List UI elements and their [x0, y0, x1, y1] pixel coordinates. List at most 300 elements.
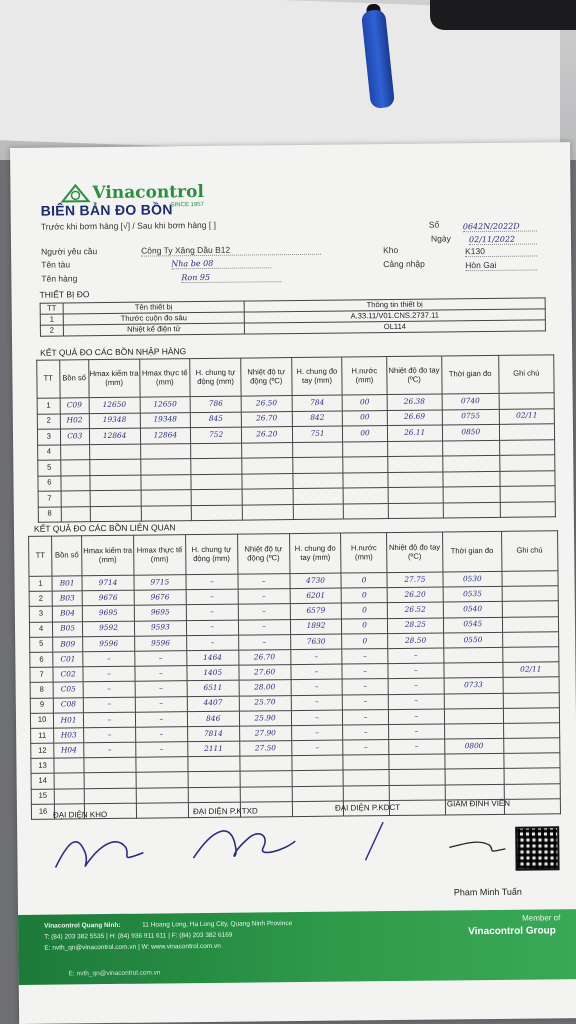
table-cell [500, 486, 555, 502]
table-cell [344, 503, 388, 519]
table-cell: 846 [187, 711, 239, 727]
table-cell [503, 738, 560, 754]
table-cell: – [342, 664, 387, 680]
table-cell [90, 459, 141, 475]
table-cell: 0550 [444, 632, 503, 648]
table-cell [500, 455, 555, 471]
table-cell [445, 769, 504, 785]
table-cell [388, 487, 443, 503]
related-tanks-section-title: KẾT QUẢ ĐO CÁC BỒN LIÊN QUAN [33, 522, 176, 534]
table-cell: 0 [342, 618, 387, 634]
table-cell [388, 471, 443, 487]
table-cell [84, 788, 136, 804]
table-cell [292, 786, 344, 802]
table-cell: 28.00 [239, 680, 291, 696]
table-cell: – [135, 681, 187, 697]
table-cell: – [84, 727, 136, 743]
table-cell [54, 758, 84, 773]
table-cell: – [83, 697, 135, 713]
device-corner [430, 0, 576, 30]
table-cell [443, 486, 500, 502]
table-cell: – [186, 635, 238, 651]
table-cell: 2111 [188, 741, 240, 757]
table-header-cell: Thời gian đo [441, 355, 499, 394]
table-cell: – [291, 695, 343, 711]
table-cell [242, 489, 293, 505]
table-cell: 13 [31, 758, 54, 773]
table-header-cell: Nhiệt độ tự động (ºC) [241, 358, 292, 397]
table-cell [242, 473, 293, 489]
table-cell [293, 473, 344, 489]
table-cell: 6 [30, 652, 53, 667]
table-cell [90, 490, 141, 506]
signature-ktxd [183, 817, 304, 868]
table-cell: 1 [29, 576, 52, 591]
table-cell [445, 784, 504, 800]
kho-value: K130 [465, 245, 537, 257]
footer-email: E: nvth_qn@vinacontrol.com.vn | W: www.vinacontrol.com.vn [44, 942, 221, 952]
table-header-cell: Hmax kiểm tra (mm) [82, 535, 134, 576]
table-cell [388, 502, 443, 518]
table-header-cell: Nhiệt độ đo tay (ºC) [386, 356, 441, 395]
table-cell [90, 506, 141, 522]
signature-label-ktxd: ĐẠI DIỆN P.KTXD [192, 806, 258, 817]
table-cell [502, 601, 559, 617]
table-header-cell: H.nước (mm) [341, 533, 387, 573]
table-cell: 9676 [134, 590, 186, 606]
table-cell: 6579 [290, 603, 342, 619]
table-cell: 26.11 [387, 425, 442, 441]
table-cell: 27.75 [387, 572, 443, 588]
table-cell [389, 754, 445, 770]
table-cell: 9596 [83, 636, 135, 652]
table-cell: 4 [38, 444, 61, 460]
table-cell [188, 772, 240, 788]
table-cell: 0 [342, 603, 387, 619]
table-cell: – [186, 589, 238, 605]
table-cell: 9596 [135, 635, 187, 651]
equipment-cell: 1 [40, 314, 63, 325]
table-cell [242, 504, 293, 520]
table-cell: – [135, 711, 187, 727]
table-cell [240, 771, 292, 787]
table-cell [502, 616, 559, 632]
table-header-cell: Nhiệt độ tự động (ºC) [237, 534, 289, 575]
table-cell: 25.90 [239, 710, 291, 726]
equipment-header-name: Tên thiết bị [63, 301, 244, 314]
table-cell [389, 785, 445, 801]
table-cell [445, 723, 504, 739]
table-cell [444, 662, 503, 678]
table-cell [444, 693, 503, 709]
so-label: Số [428, 219, 440, 230]
equipment-table [40, 297, 546, 336]
table-cell [188, 756, 240, 772]
table-cell [387, 440, 442, 456]
table-cell: H04 [54, 743, 84, 758]
table-cell: 12864 [140, 428, 191, 444]
table-cell [240, 756, 292, 772]
table-cell [343, 755, 388, 771]
table-cell: 9695 [134, 605, 186, 621]
table-cell [242, 458, 293, 474]
table-header-row [37, 355, 554, 398]
table-cell: – [291, 725, 343, 741]
table-cell [61, 475, 90, 491]
table-cell: 02/11 [499, 408, 554, 424]
table-cell: 0 [341, 573, 386, 589]
table-cell [500, 470, 555, 486]
table-cell: 00 [343, 410, 387, 426]
table-cell [242, 442, 293, 458]
table-cell: 2 [29, 591, 52, 606]
table-cell: 7 [38, 491, 61, 507]
table-cell: 0 [342, 633, 387, 649]
footer-group: Vinacontrol Group [468, 925, 556, 938]
table-cell: 12 [31, 743, 54, 758]
table-cell: 10 [30, 713, 53, 728]
nguoi-yeu-cau-label: Người yêu cầu [41, 246, 98, 257]
table-cell [502, 632, 559, 648]
import-tanks-table [36, 354, 556, 522]
table-cell [140, 474, 191, 490]
table-cell: – [136, 742, 188, 758]
table-cell: 19348 [89, 413, 140, 429]
table-cell: – [135, 666, 187, 682]
table-cell: 6511 [187, 680, 239, 696]
table-cell [191, 443, 242, 459]
table-cell: 4407 [187, 696, 239, 712]
table-cell: – [388, 678, 444, 694]
table-cell: 751 [292, 426, 343, 442]
table-cell: 7814 [187, 726, 239, 742]
table-cell: 26.69 [387, 409, 442, 425]
table-cell: 26.70 [238, 650, 290, 666]
table-cell: 16 [31, 804, 54, 819]
cang-nhap-label: Cảng nhập [383, 258, 425, 270]
table-cell: – [290, 664, 342, 680]
table-cell: 1 [37, 398, 60, 414]
table-cell: C01 [53, 652, 83, 667]
table-cell [500, 501, 555, 517]
signature-giam-dinh [445, 833, 515, 864]
table-cell: 9715 [134, 575, 186, 591]
table-cell: 27.50 [239, 741, 291, 757]
table-cell: 786 [190, 396, 241, 412]
table-cell: – [83, 712, 135, 728]
table-cell: – [343, 679, 388, 695]
table-cell [504, 768, 561, 784]
equipment-header-info: Thông tin thiết bị [244, 298, 545, 312]
qr-code-icon [515, 826, 559, 870]
equipment-cell: OL114 [244, 320, 545, 334]
table-cell: 845 [191, 412, 242, 428]
footer-band [18, 909, 576, 985]
table-cell [90, 475, 141, 491]
table-cell [292, 457, 343, 473]
equipment-cell: A.33.11/V01.CNS.2737.11 [244, 309, 545, 323]
table-cell [84, 773, 136, 789]
table-cell: 9 [30, 698, 53, 713]
table-cell [499, 424, 554, 440]
signature-label-giam-dinh: GIÁM ĐỊNH VIÊN [446, 798, 511, 809]
table-cell: C02 [53, 667, 83, 682]
table-cell: C09 [60, 398, 89, 414]
table-cell: – [388, 693, 444, 709]
table-cell: 0545 [443, 617, 502, 633]
table-cell: 2 [37, 413, 60, 429]
table-cell: 842 [292, 411, 343, 427]
table-cell: 12650 [140, 397, 191, 413]
table-cell: 0 [342, 588, 387, 604]
equipment-header-tt: TT [40, 303, 63, 314]
table-cell: B03 [52, 591, 82, 606]
signature-kho [47, 822, 158, 879]
table-header-cell: Thời gian đo [443, 531, 502, 572]
table-cell [443, 471, 500, 487]
table-cell [84, 757, 136, 773]
table-cell: 1405 [187, 665, 239, 681]
table-cell [60, 460, 89, 476]
table-cell: – [135, 651, 187, 667]
table-cell [292, 770, 344, 786]
document-title: BIÊN BẢN ĐO BỒN [40, 201, 173, 219]
table-cell: 7 [30, 667, 53, 682]
table-cell: B09 [53, 637, 83, 652]
table-cell [140, 459, 191, 475]
table-cell [293, 488, 344, 504]
document-sheet [10, 142, 576, 1024]
table-cell: – [343, 724, 388, 740]
table-cell: 0733 [444, 678, 503, 694]
table-cell: 27.90 [239, 725, 291, 741]
vinacontrol-logo-icon [60, 183, 90, 203]
table-cell: – [186, 574, 238, 590]
table-cell [343, 770, 388, 786]
table-cell: 26.38 [387, 394, 442, 410]
table-cell: 6201 [290, 588, 342, 604]
table-cell: – [238, 604, 290, 620]
pump-check: Trước khi bơm hàng [√] / Sau khi bơm hàng [ ] [40, 219, 216, 232]
logo-text: Vinacontrol [92, 181, 204, 204]
inspector-name: Pham Minh Tuấn [453, 886, 522, 898]
table-cell: – [291, 679, 343, 695]
table-cell: 00 [343, 426, 387, 442]
table-cell [191, 474, 242, 490]
equipment-cell: 2 [40, 325, 63, 336]
table-cell: 28.50 [387, 633, 443, 649]
table-cell: 5 [30, 637, 53, 652]
table-cell: 11 [31, 728, 54, 743]
table-cell: 27.60 [239, 665, 291, 681]
ten-hang-value: Ron 95 [181, 272, 281, 283]
table-header-cell: Ghi chú [501, 531, 558, 572]
table-cell: – [238, 589, 290, 605]
table-cell: – [291, 740, 343, 756]
table-header-cell: H. chung tự động (mm) [185, 534, 237, 575]
table-cell [60, 444, 89, 460]
table-cell [389, 769, 445, 785]
table-cell: – [186, 620, 238, 636]
table-cell: – [388, 709, 444, 725]
table-header-cell: Ghi chú [499, 355, 555, 394]
table-cell: – [343, 694, 388, 710]
table-cell [503, 753, 560, 769]
table-cell [292, 442, 343, 458]
table-cell [136, 802, 188, 818]
table-cell [136, 772, 188, 788]
table-cell [343, 488, 387, 504]
table-cell: – [84, 742, 136, 758]
table-cell: 12650 [89, 397, 140, 413]
equipment-cell: Nhiệt kế điện tử [63, 323, 244, 336]
table-cell [504, 783, 561, 799]
footer-address: 11 Hoang Long, Ha Long City, Quang Ninh Province [142, 920, 293, 929]
table-cell: – [238, 634, 290, 650]
kho-label: Kho [383, 244, 399, 256]
table-cell [343, 441, 387, 457]
table-cell: 9593 [134, 620, 186, 636]
table-cell: 0850 [442, 424, 499, 440]
table-cell: 15 [31, 789, 54, 804]
table-cell [54, 788, 84, 803]
table-cell: – [343, 709, 388, 725]
table-cell: 3 [29, 606, 52, 621]
table-cell: – [135, 727, 187, 743]
table-header-cell: TT [37, 360, 60, 398]
table-cell: – [343, 740, 388, 756]
ten-hang-label: Tên hàng [41, 273, 78, 284]
table-cell [502, 586, 559, 602]
table-cell [343, 472, 387, 488]
table-cell: 1892 [290, 619, 342, 635]
table-cell: – [238, 619, 290, 635]
table-cell: 1464 [187, 650, 239, 666]
table-cell: 0800 [445, 738, 504, 754]
table-cell [503, 723, 560, 739]
table-cell: C05 [53, 682, 83, 697]
ngay-label: Ngày [430, 233, 451, 244]
table-cell [442, 455, 499, 471]
table-cell: 0540 [443, 602, 502, 618]
table-cell [503, 707, 560, 723]
table-cell: – [388, 739, 444, 755]
table-cell: – [83, 666, 135, 682]
table-cell [444, 647, 503, 663]
table-header-cell: H. chung đo tay (mm) [291, 357, 342, 396]
table-cell [499, 393, 554, 409]
table-cell [136, 787, 188, 803]
table-header-cell: Hmax kiểm tra (mm) [89, 359, 140, 398]
table-header-cell: Bồn số [59, 360, 89, 398]
table-cell: 9676 [82, 590, 134, 606]
table-cell: – [290, 649, 342, 665]
so-value: 0642N/2022D [463, 221, 537, 232]
signature-kdct [353, 816, 394, 866]
table-cell: – [387, 648, 443, 664]
table-cell: 26.50 [241, 396, 292, 412]
table-cell: 26.70 [241, 411, 292, 427]
table-cell: 25.70 [239, 695, 291, 711]
table-header-cell: Hmax thực tế (mm) [133, 535, 185, 576]
table-cell: H01 [54, 712, 84, 727]
table-cell [188, 787, 240, 803]
table-cell: H02 [60, 413, 89, 429]
table-cell: 752 [191, 427, 242, 443]
logo-since: SINCE 1957 [170, 201, 204, 209]
ten-tau-label: Tên tàu [41, 259, 71, 270]
footer-email-2: E: nvth_qn@vinacontrol.com.vn [68, 969, 161, 978]
table-cell: B05 [53, 621, 83, 636]
table-cell: 9695 [82, 606, 134, 622]
table-cell: 8 [30, 682, 53, 697]
table-cell [499, 439, 554, 455]
table-cell: – [388, 663, 444, 679]
table-cell [344, 785, 389, 801]
table-cell [503, 692, 560, 708]
table-cell [89, 444, 140, 460]
table-cell [136, 757, 188, 773]
import-tanks-section-title: KẾT QUẢ ĐO CÁC BỒN NHẬP HÀNG [40, 346, 187, 358]
table-cell: 4 [29, 622, 52, 637]
table-cell [442, 440, 499, 456]
table-cell [444, 708, 503, 724]
table-cell: 26.20 [387, 587, 443, 603]
table-cell: 784 [292, 395, 343, 411]
table-cell [191, 489, 242, 505]
table-cell: 26.52 [387, 602, 443, 618]
ngay-value: 02/11/2022 [469, 234, 537, 245]
related-tanks-table [28, 530, 561, 820]
table-header-cell: H. chung tự động (mm) [190, 358, 241, 397]
table-cell: 26.20 [241, 427, 292, 443]
table-header-cell: Nhiệt độ đo tay (ºC) [386, 532, 443, 573]
table-cell [141, 505, 192, 521]
table-cell: – [238, 574, 290, 590]
cang-nhap-value: Hòn Gai [465, 259, 537, 271]
table-cell [191, 505, 242, 521]
signature-label-kho: ĐẠI DIỆN KHO [52, 810, 108, 820]
table-cell: 8 [38, 506, 61, 522]
nguoi-yeu-cau-value: Công Ty Xăng Dầu B12 [141, 244, 321, 257]
footer-member-of: Member of [522, 913, 561, 923]
table-cell [191, 458, 242, 474]
table-cell [343, 457, 387, 473]
signature-label-kdct: ĐẠI DIỆN P.KDCT [334, 802, 401, 813]
table-cell [61, 506, 90, 522]
table-cell: 5 [38, 460, 61, 476]
table-cell [54, 773, 84, 788]
table-header-row [29, 531, 558, 577]
table-header-cell: H.nước (mm) [342, 357, 387, 395]
equipment-section-title: THIẾT BỊ ĐO [39, 289, 90, 300]
table-cell: 4730 [290, 573, 342, 589]
table-cell: B04 [52, 606, 82, 621]
table-cell [503, 677, 560, 693]
table-cell [240, 786, 292, 802]
table-cell: – [83, 651, 135, 667]
table-cell [445, 754, 504, 770]
table-cell: 0740 [442, 393, 499, 409]
table-cell: – [291, 710, 343, 726]
table-cell: B01 [52, 576, 82, 591]
equipment-cell: Thước cuộn đo sâu [63, 312, 244, 325]
table-cell [443, 502, 500, 518]
table-cell: 3 [37, 429, 60, 445]
table-cell [502, 647, 559, 663]
table-cell: C08 [53, 697, 83, 712]
table-cell: 9714 [82, 575, 134, 591]
